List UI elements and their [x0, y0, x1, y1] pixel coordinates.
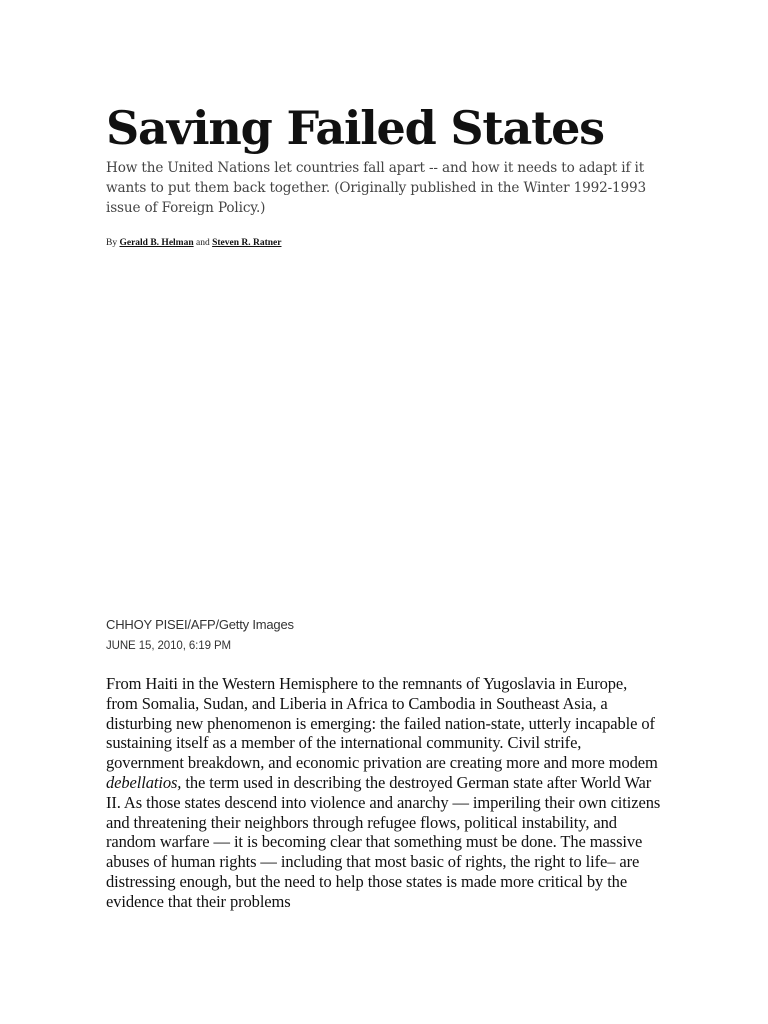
article-image-area	[106, 262, 666, 608]
byline-prefix: By	[106, 238, 118, 248]
body-text-part-1: From Haiti in the Western Hemisphere to the remnants of Yugoslavia in Europe, from Somalia, Sudan, and Liberia in Africa to Cambodia in Southeast Asia, a disturbing new phenomenon is emerging: the failed nation-state, utterly incapable of sustaining itself as a member of the international community. Civil strife, government breakdown, and economic privation are creating more and more modem	[106, 674, 658, 773]
body-italic-term: debellatios,	[106, 772, 182, 792]
article-dek: How the United Nations let countries fall apart -- and how it needs to adapt if it wants to put them back together. (Originally published in the Winter 1992-1993 issue of Foreign Policy.)	[106, 160, 647, 216]
byline	[106, 238, 281, 248]
byline-conjunction: and	[196, 238, 210, 248]
author-link-helman[interactable]: Gerald B. Helman	[119, 238, 194, 248]
article-body	[106, 674, 662, 912]
photo-credit: CHHOY PISEI/AFP/Getty Images	[106, 617, 294, 632]
author-link-ratner[interactable]: Steven R. Ratner	[212, 238, 282, 248]
publish-date: JUNE 15, 2010, 6:19 PM	[106, 640, 232, 652]
body-text-part-2: the term used in describing the destroyed German state after World War II. As those states descend into violence and anarchy — imperiling their own citizens and threatening their neighbors through refugee flows, political instability, and random warfare — it is becoming clear that something must be done. The massive abuses of human rights — including that most basic of rights, the right to life– are distressing enough, but the need to help those states is made more critical by the evidence that their problems	[106, 772, 661, 911]
article-title: Saving Failed States	[106, 101, 604, 155]
